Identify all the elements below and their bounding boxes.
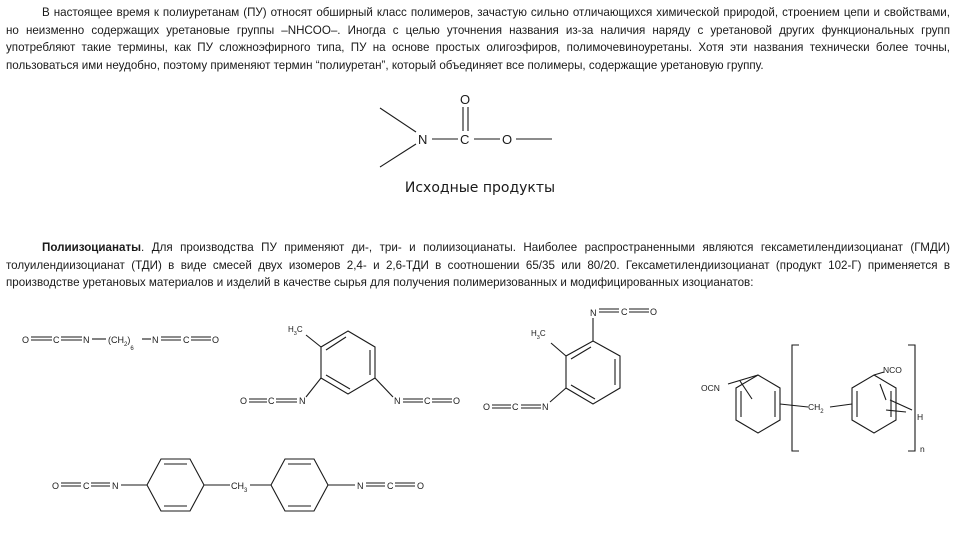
urethane-o-top: O <box>460 92 471 107</box>
intro-paragraph: В настоящее время к полиуретанам (ПУ) относят обширный класс полимеров, зачастую сильно отличающихся химической природой, строением цепи и свойствами, но неизменно содержащих уретановые группы –NHCOO–. Иногда с целью уточнения названия из-за наличия наряду с уретановой других функциональных групп употребляют такие термины, как ПУ сложноэфирного типа, ПУ на основе простых олигоэфиров, полимочевиноуретаны. Хотя эти названия технически более точны, пользоваться ими неудобно, поэтому применяют термин “полиуретан”, который объединяет все полимеры, содержащие уретановую группу. <box>6 6 950 72</box>
svg-text:H: H <box>917 412 924 422</box>
svg-text:N: N <box>357 481 364 491</box>
svg-text:C: C <box>621 307 628 317</box>
mdi-structure <box>52 459 424 511</box>
svg-text:C: C <box>83 481 90 491</box>
svg-text:C: C <box>387 481 394 491</box>
svg-text:N: N <box>542 402 549 412</box>
tdi-26-structure <box>483 307 657 412</box>
hdi-structure <box>22 335 219 352</box>
svg-text:O: O <box>52 481 60 491</box>
svg-text:O: O <box>650 307 658 317</box>
svg-text:O: O <box>212 335 220 345</box>
svg-text:(CH2)6: $(CH_2)_6$ <box>108 335 134 352</box>
svg-text:N: N <box>590 308 597 318</box>
svg-text:O: O <box>22 335 30 345</box>
section-heading: Полиизоцианаты <box>42 241 142 254</box>
svg-text:CH3: $CH_3$ <box>231 481 248 494</box>
svg-text:C: C <box>424 396 431 406</box>
svg-text:N: N <box>152 335 159 345</box>
svg-text:O: O <box>483 402 491 412</box>
section-text: . Для производства ПУ применяют ди-, три- и полиизоцианаты. Наиболее распространенными являются гексаметилендиизоцианат (ГМДИ) толуилендиизоцианат (ТДИ) в виде смесей двух изомеров 2,4- и 2,6-ТДИ в соотношении 65/35 или 80/20. Гексаметилендиизоцианат (продукт 102-Г) применяется в производстве уретановых материалов и изделий в качестве сырья для получения полимеризованных и модифицированных изоцианатов: <box>6 241 950 289</box>
svg-text:N: N <box>83 335 90 345</box>
svg-text:C: C <box>53 335 60 345</box>
svg-text:N: N <box>112 481 119 491</box>
svg-text:C: C <box>183 335 190 345</box>
svg-text:H3C: $H_3C$ <box>531 329 546 341</box>
svg-text:NCO: NCO <box>883 365 902 375</box>
svg-text:C: C <box>512 402 519 412</box>
svg-text:O: O <box>453 396 461 406</box>
svg-text:C: C <box>268 396 275 406</box>
svg-text:N: N <box>394 396 401 406</box>
svg-text:CH2: $CH_2$ <box>808 402 824 415</box>
section-caption: Исходные продукты <box>404 180 556 196</box>
svg-text:O: O <box>417 481 425 491</box>
svg-text:O: O <box>240 396 248 406</box>
urethane-n: N <box>418 132 428 147</box>
urethane-c: C <box>460 132 470 147</box>
svg-text:N: N <box>299 396 306 406</box>
pmdi-structure <box>701 345 925 454</box>
urethane-o-right: O <box>502 132 513 147</box>
svg-text:H3C: $H_3C$ <box>288 325 303 337</box>
svg-text:n: n <box>920 444 925 454</box>
svg-text:OCN: OCN <box>701 383 720 393</box>
tdi-24-structure <box>240 325 460 406</box>
